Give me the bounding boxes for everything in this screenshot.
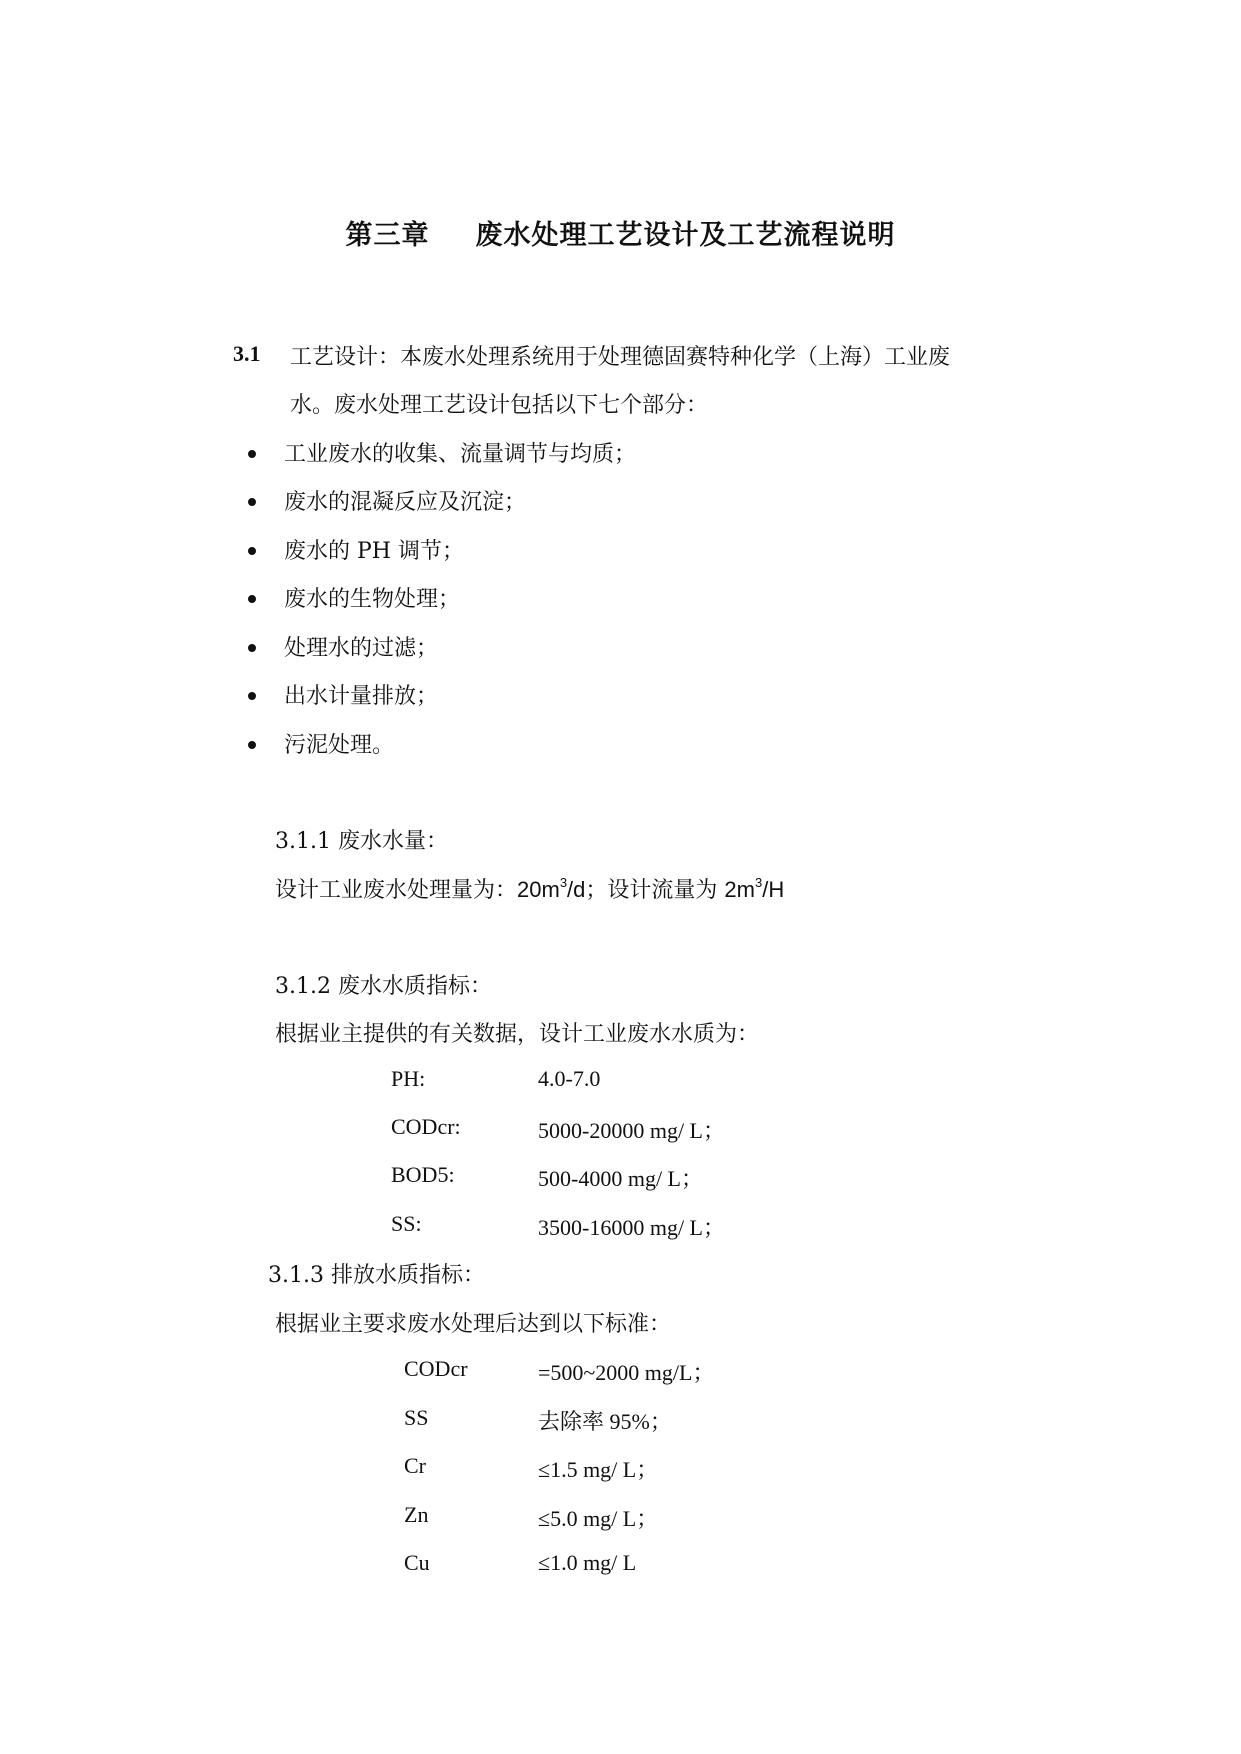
param-value: 3500-16000 mg/ L； [538, 1215, 725, 1240]
param-value: ≤5.0 mg/ L； [538, 1506, 659, 1531]
list-item: 废水的 PH 调节； [284, 539, 464, 564]
chapter-label: 第三章 [345, 220, 430, 251]
list-item: 工业废水的收集、流量调节与均质； [284, 442, 637, 467]
bullet-dot-icon [248, 741, 256, 749]
param-name: PH: [391, 1066, 426, 1091]
section-3-1-line1: 工艺设计：本废水处理系统用于处理德固赛特种化学（上海）工业废 [290, 345, 951, 370]
flow-value-daily: 20m [517, 877, 560, 902]
param-value: ≤1.0 mg/ L [538, 1550, 637, 1575]
bullet-dot-icon [248, 644, 256, 652]
param-name: CODcr: [391, 1114, 461, 1139]
section-3-1-3-heading: 3.1.3 排放水质指标： [268, 1263, 485, 1288]
param-name: CODcr [404, 1356, 468, 1381]
list-item: 污泥处理。 [284, 733, 395, 758]
section-3-1-1-text [275, 873, 784, 904]
flow-unit-hourly: /H [762, 877, 785, 902]
section-3-1-3-intro: 根据业主要求废水处理后达到以下标准： [275, 1312, 672, 1337]
section-3-1-number: 3.1 [233, 341, 261, 366]
list-item: 废水的混凝反应及沉淀； [284, 490, 527, 515]
param-name: SS: [391, 1211, 422, 1236]
param-value: =500~2000 mg/L； [538, 1360, 715, 1385]
flow-text-b: ；设计流量为 [585, 878, 725, 903]
section-3-1-2-intro: 根据业主提供的有关数据，设计工业废水水质为： [275, 1022, 760, 1047]
bullet-dot-icon [248, 450, 256, 458]
param-value: 500-4000 mg/ L； [538, 1166, 703, 1191]
bullet-dot-icon [248, 595, 256, 603]
flow-unit-daily: /d [567, 877, 586, 902]
flow-text-a: 设计工业废水处理量为： [275, 878, 518, 903]
list-item: 出水计量排放； [284, 684, 439, 709]
section-3-1-line2: 水。废水处理工艺设计包括以下七个部分： [290, 393, 709, 418]
param-value: 4.0-7.0 [538, 1066, 601, 1091]
param-name: BOD5: [391, 1162, 455, 1187]
flow-sup-hourly: 3 [754, 874, 763, 890]
param-name: Cr [404, 1453, 426, 1478]
section-3-1-2-heading: 3.1.2 废水水质指标： [275, 974, 492, 999]
param-value: 5000-20000 mg/ L； [538, 1118, 725, 1143]
chapter-title [0, 213, 1241, 252]
chapter-title-text: 废水处理工艺设计及工艺流程说明 [475, 220, 896, 251]
flow-value-hourly: 2m [724, 877, 755, 902]
list-item: 废水的生物处理； [284, 587, 461, 612]
param-value: 去除率 95%； [538, 1409, 672, 1434]
param-name: Cu [404, 1550, 430, 1575]
param-name: Zn [404, 1502, 429, 1527]
flow-sup-daily: 3 [559, 874, 568, 890]
list-item: 处理水的过滤； [284, 636, 439, 661]
bullet-dot-icon [248, 498, 256, 506]
param-name: SS [404, 1405, 429, 1430]
param-value: ≤1.5 mg/ L； [538, 1457, 659, 1482]
section-3-1-1-heading: 3.1.1 废水水量： [275, 829, 448, 854]
bullet-dot-icon [248, 692, 256, 700]
bullet-dot-icon [248, 547, 256, 555]
